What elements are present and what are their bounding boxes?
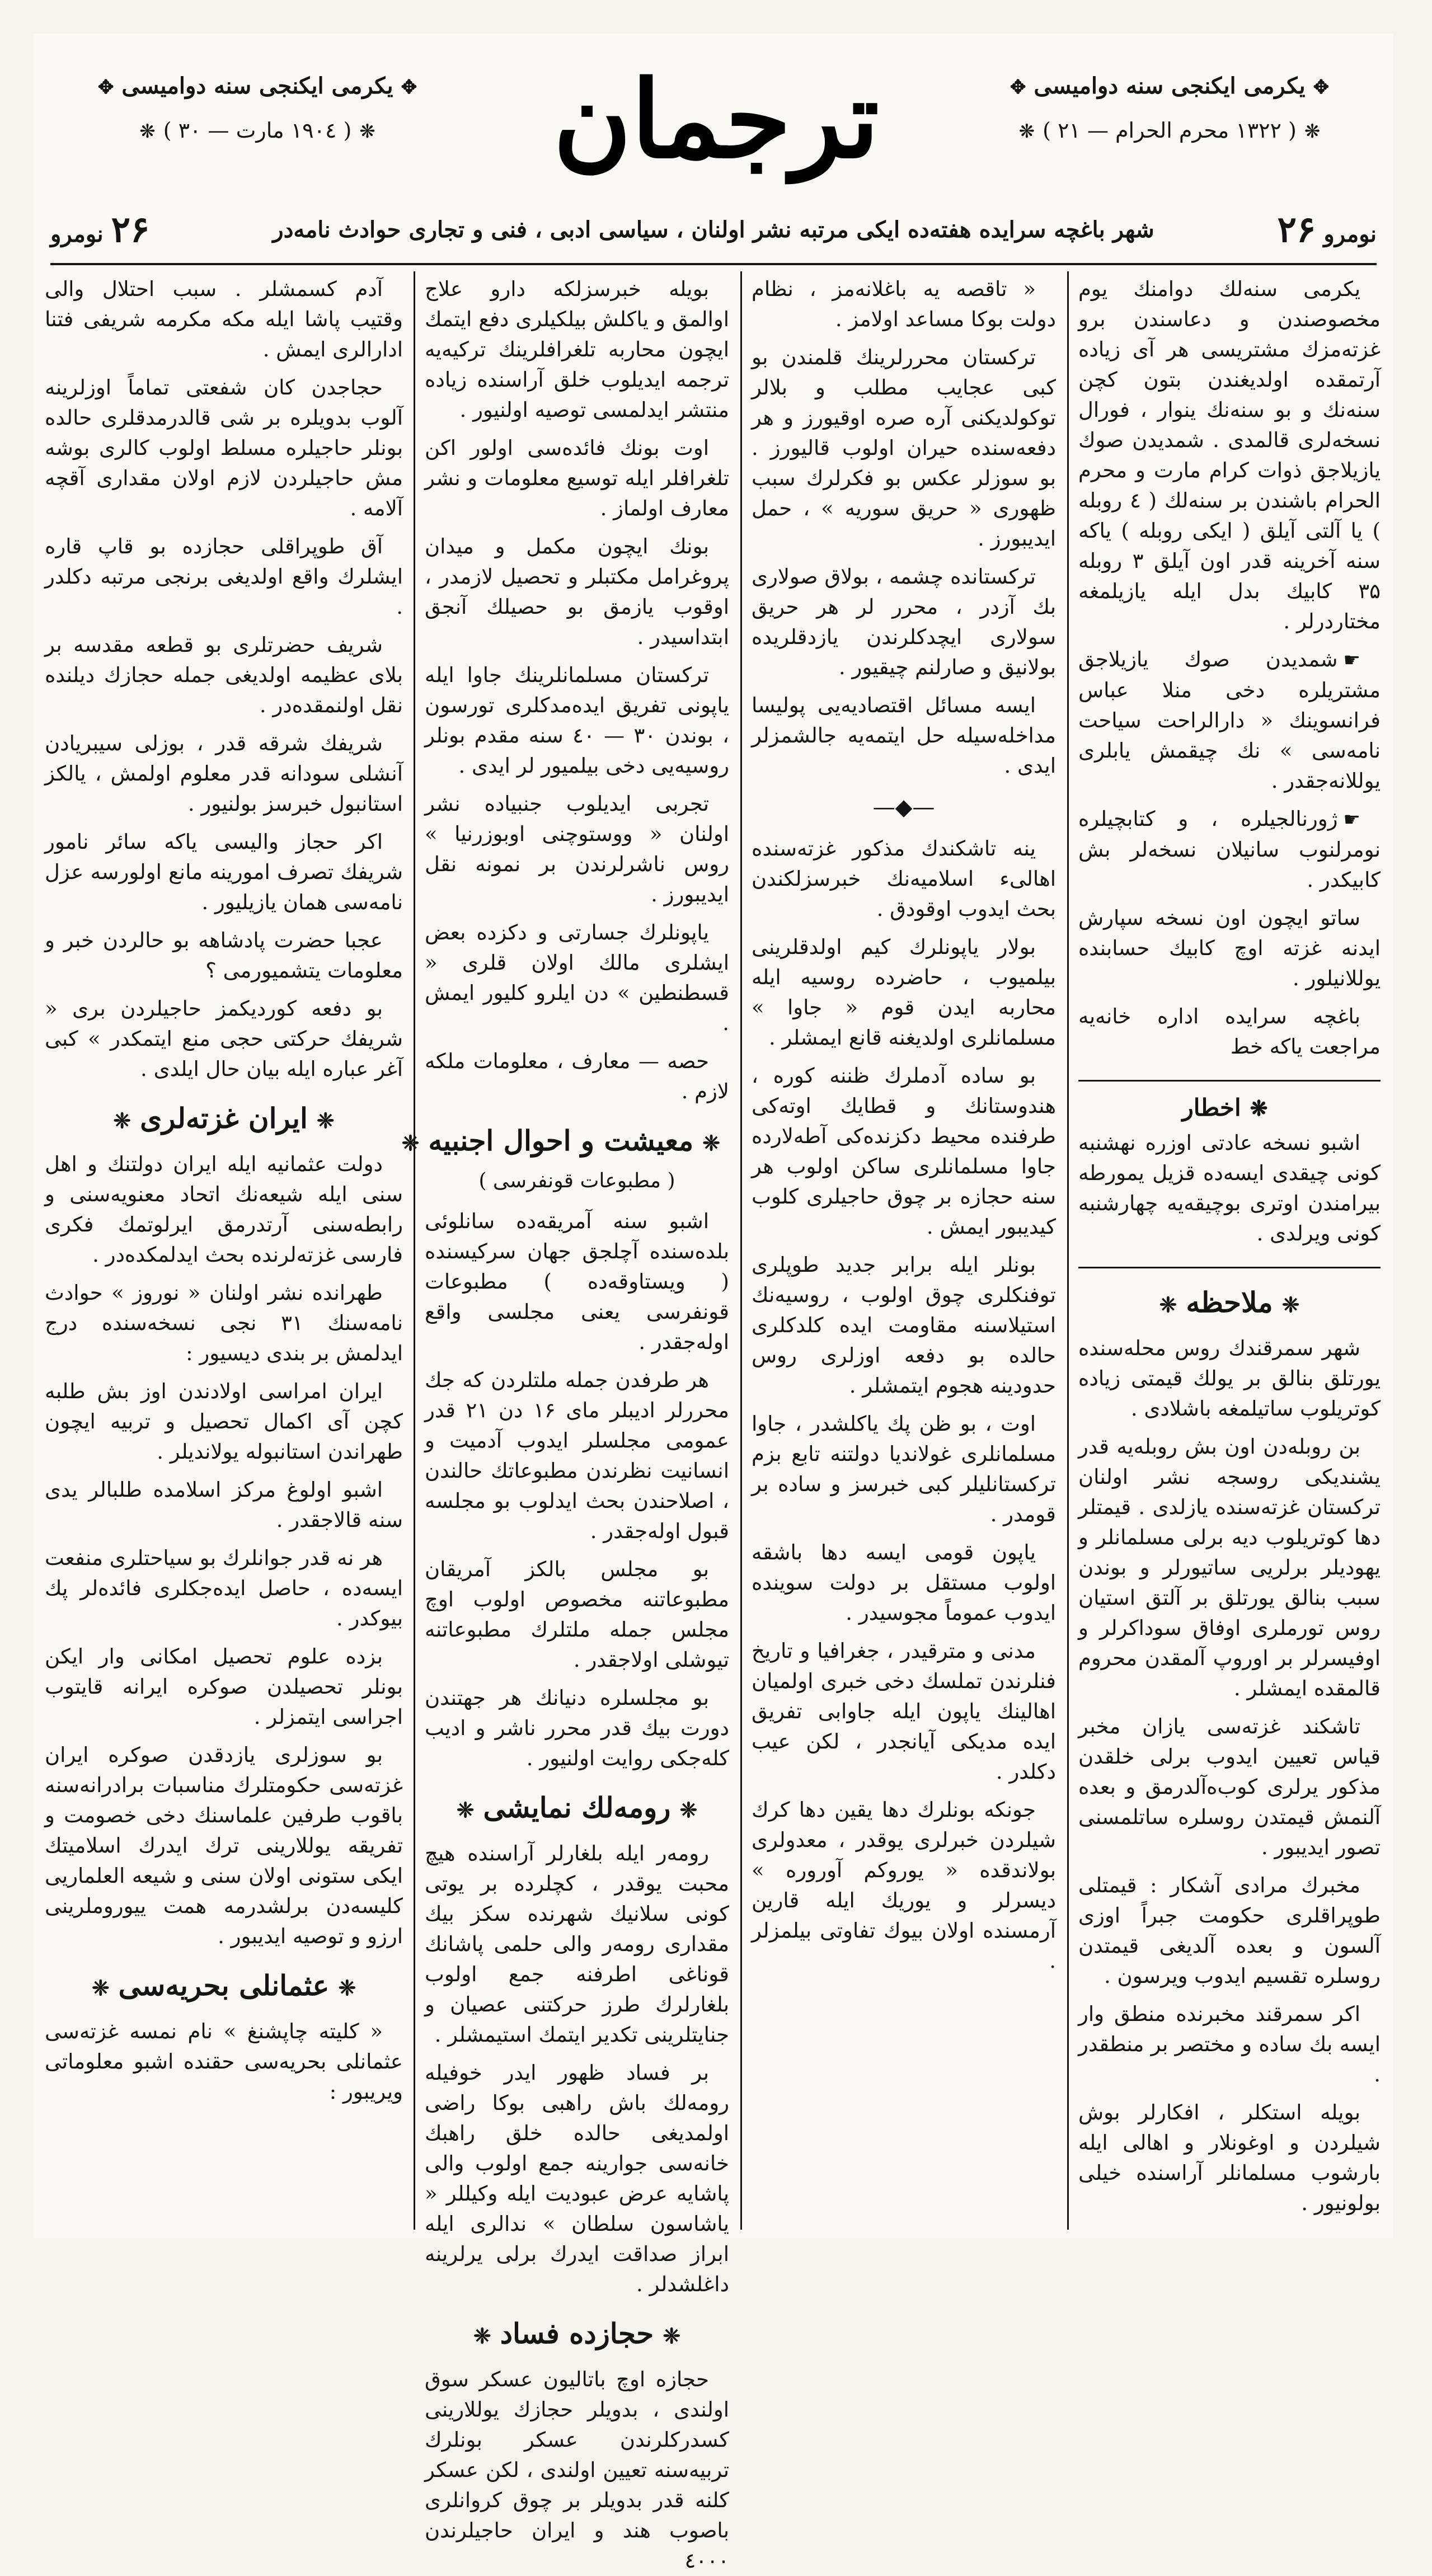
column-divider [1067, 271, 1069, 2230]
article-paragraph: جونكه بونلرك دها یقین دها كرك شیلردن خبرلری یوقدر ، معدولری بولاندقده « یوروكم آوروره » دیسرلر و یوریك ایله قارین آرمسنده اولان بیوك تفاوتی بیلمزلر . [752, 1798, 1056, 1973]
ornament-icon: ❈ [401, 1130, 420, 1155]
column-divider [414, 271, 415, 2230]
ornament-icon: ✥ [1313, 76, 1330, 98]
article-paragraph: مدنی و مترقیدر ، جغرافیا و تاریخ فنلرندن تملسك دخی خبری اولمیان اهالینك یاپون ایله جاوابی تفریق ایده مدیكی آیانجدر ، لكن عیب دكلدر . [752, 1639, 1056, 1784]
ornament-icon: ❈ [1281, 1292, 1300, 1317]
article-paragraph: ایران امراسی اولادندن اوز بش طلبه كچن آی اكمال تحصیل و تربیه ایچون طهراندن استانبوله یولاندیلر . [45, 1379, 403, 1464]
article-paragraph: تركستانده چشمه ، بولاق صولاری بك آزدر ، محرر لر هر حریق سولاری ایچدكلرندن یازدقلریده بولانیق و صارلنم چیقیور . [752, 565, 1056, 679]
ornament-icon: ❋ [1018, 120, 1035, 143]
ornament-icon: ✥ [1010, 76, 1026, 98]
column-divider [740, 271, 742, 2230]
article-paragraph: بزده علوم تحصیل امكانی وار ایكن بونلر تحصیلدن صوكره ایرانه قایتوب اجراسی ایتمزلر . [45, 1644, 403, 1729]
section-divider: —◆— [872, 795, 935, 820]
ornament-icon: ✥ [97, 76, 114, 98]
notice-title: اخطار [1182, 1094, 1241, 1121]
ornament-icon: ❈ [113, 1108, 132, 1133]
section-subtitle: ( مطبوعات قونفرسی ) [478, 1169, 675, 1192]
article-paragraph: تركستان محررلرینك قلمندن بو كبی عجایب مطلب و بلالر توكولدیكنی آره صره اوقیورز و هر دفعه‌سنده حیران اولوب قالیورز . بو سوزلر عكس بو فكرلرك سبب ظهوری « حریق سوریه » ، حمل ایدیبورز . [752, 345, 1056, 551]
column-4 [45, 274, 403, 2227]
rumi-date: ( ۱۹۰٤ مارت — ۳۰ ) [163, 118, 352, 143]
subscription-text: باغچه سرایده اداره خانه‌یه مراجعت یاكه خط [1078, 1004, 1381, 1059]
article-paragraph: بو مجلسلره دنیانك هر جهتندن دورت بیك قدر محرر ناشر و ادیب كله‌جكی روایت اولنیور . [425, 1686, 729, 1770]
article-paragraph: اوت بونك فائده‌سی اولور اكن تلغرافلر ایله توسیع معلومات و نشر معارف اولماز . [425, 436, 729, 520]
newspaper-description: شهر باغچه سرایده هفته‌ده ایكی مرتبه نشر اولنان ، سیاسی ادبی ، فنی و تجاری حوادث نامه‌در [273, 216, 1154, 243]
year-of-publication-left: یكرمی ایكنجی سنه دوامیسی [121, 73, 393, 99]
article-paragraph: ایسه مسائل اقتصادیه‌یی پولیسا مداخله‌سیله حل ایتمه‌یه جالشمزلر ایدی . [752, 693, 1056, 778]
article-paragraph: دولت عثمانیه ایله ایران دولتنك و اهل سنی ایله شیعه‌نك اتحاد معنویه‌سنی و رابطه‌سنی آرتدرمق ایرلوتمك فكری فارسی غزته‌لرنده بحث ایدلمكده‌در . [45, 1152, 403, 1267]
article-paragraph: بو سوزلری یازدقدن صوكره ایران غزته‌سی حكومتلرك مناسبات برادرانه‌سنه باقوب طرفین علماسنك دخی خصومت و تفریقه یوللارینی ترك ایدرك اسلامیتك ایكی ستونی اولان سنی و شیعه العلماریی كلیسه‌دن برلشدرمه همت ییوروملرینی ارزو و توصیه ایدیبور . [45, 1743, 403, 1948]
article-paragraph: بولار یاپونلرك كیم اولدقلرینی بیلمیوب ، حاضرده روسیه ایله محاربه ایدن قوم « جاوا » مسلمانلری اولدیغنه قانع ایمشلر . [752, 935, 1056, 1050]
article-paragraph: آق طوپراقلی حجازده بو قاپ قاره ایشلرك واقع اولدیغی برنجی مرتبه دكلدر . [45, 534, 403, 619]
column-3 [401, 274, 729, 2573]
masthead-left-info [56, 73, 459, 143]
ornament-icon: ❋ [1304, 120, 1321, 143]
article-paragraph: اوت ، بو ظن پك یاكلشدر ، جاوا مسلمانلری غولاندیا دولتنه تابع بزم تركستانلیلر كبی خبرسز و ساده بر قومدر . [752, 1412, 1056, 1526]
issue-info-bar [50, 201, 1377, 257]
article-paragraph: اكر حجاز والیسی یاكه سائر نامور شریفك تصرف امورینه مانع اولورسه عزل نامه‌سی همان یازیلیور . [45, 830, 403, 914]
column-2 [752, 274, 1056, 2227]
section-title: ❈معیشت و احوال اجنبیه❈ [401, 1124, 720, 1157]
section-title: ❈ملاحظه❈ [1159, 1286, 1300, 1319]
masthead [34, 34, 1393, 269]
article-paragraph: یاپونلرك جسارتی و دكزده بعض ایشلری مالك اولان قلری « قسطنطین » دن ایلرو كلیور ایمش . [425, 920, 729, 1035]
article-paragraph: حصه — معارف ، معلومات ملكه لازم . [425, 1049, 729, 1103]
subscription-notice [1078, 274, 1381, 1082]
ornament-icon: ❈ [473, 2323, 491, 2348]
ornament-icon: ❋ [139, 120, 156, 143]
subscription-text: ساتو ایچون اون نسخه سپارش ایدنه غزته اوچ كابیك حسابنده یوللانیلور . [1078, 906, 1381, 990]
column-1 [1078, 274, 1381, 2227]
article-paragraph: « تاقصه یه باغلانه‌مز ، نظام دولت بوكا مساعد اولامز . [752, 277, 1056, 331]
article-paragraph: بو مجلس بالكز آمریقان مطبوعاتنه مخصوص اولوب اوچ مجلس جمله ملتلرك مطبوعاتنه تیوشلی اولاجقدر . [425, 1557, 729, 1672]
article-paragraph: مخبرك مرادی آشكار : قیمتلی طوپراقلری حكومت جبراً اوزی آلسون و بعده آلدیغی قیمتدن روسلره تقسیم ایدوب ویرسون . [1078, 1873, 1381, 1988]
subscription-text: یكرمی سنه‌لك دوامنك یوم مخصوصندن و دعاسندن برو غزته‌مزك مشتریسی هر آی زیاده آرتمقده اولدیغندن بتون كچن سنه‌نك و بو سنه‌نك ینوار ، فورال نسخه‌لری قالمدی . شمدیدن صوك یازیلاجق ذوات كرام مارت و محرم الحرام باشندن بر سنه‌لك ( ٤ روبله ) یا آلتی آیلق ( ایكی روبله ) یاكه سنه آخرینه قدر اون آیلق ۳ روبله ۳۵ كابیك بدل ایله یازیلمغه مختاردرلر . [1078, 277, 1381, 633]
year-of-publication-right: یكرمی ایكنجی سنه دوامیسی [1034, 73, 1306, 99]
article-paragraph: بو دفعه كوردیكمز حاجیلردن بری « شریفك حركتی حجی منع ایتمكدر » كبی آغر عباره ایله بیان حال ایلدی . [45, 996, 403, 1081]
hijri-date: ( ۱۳۲۲ محرم الحرام — ۲۱ ) [1043, 118, 1297, 143]
ornament-icon: ❋ [1250, 1096, 1268, 1121]
article-paragraph: رومه‌ر ایله بلغارلر آراسنده هیچ محبت یوقدر ، كچلرده بر یوتی كونی سلانیك شهرنده سكز بیك مقداری رومه‌ر والی حلمی پاشانك قوناغی اطرفنه جمع اولوب بلغارلرك طرز حركتنی عصیان و جنایتلرینی تكدیر ایتمك استیمشلر . [425, 1841, 729, 2047]
notice-text: اشبو نسخه عادتی اوزره نهشنبه كونی چیقدی ایسه‌ده قزیل یمورطه بیرامندن اوتری بوچیقه‌یه چهارشنبه كونی ویرلدی . [1078, 1131, 1381, 1245]
newspaper-title: ترجمان [553, 57, 880, 182]
ornament-icon: ❈ [456, 1797, 475, 1822]
notice-box [1078, 1093, 1381, 1268]
masthead-right-info [968, 73, 1371, 143]
pointing-hand-icon: ☛ [1343, 808, 1360, 831]
ornament-icon: ❈ [702, 1130, 720, 1155]
article-paragraph: بویله استكلر ، افكارلر بوش شیلردن و اوغونلار و اهالی ایله بارشوب مسلمانلر آراسنده خیلی بولونیور . [1078, 2100, 1381, 2215]
newspaper-title-logo [548, 39, 884, 207]
ornament-icon: ❈ [338, 1975, 356, 2000]
section-title: ❈حجازده فساد❈ [473, 2317, 681, 2350]
ornament-icon: ❈ [91, 1975, 110, 2000]
subscription-text: شمدیدن صوك یازیلاجق مشتریلره دخی منلا عباس فرانسوینك « دارالراحت سیاحت نامه‌سی » نك چیقمش یابلری یوللانه‌جقدر . [1078, 647, 1381, 793]
article-paragraph: آدم كسمشلر . سبب احتلال والی وقتیب پاشا ایله مكه مكرمه شریفی فتنا ادارالری ایمش . [45, 277, 403, 361]
article-paragraph: اشبو سنه آمریقه‌ده سانلوئی بلده‌سنده آچلجق جهان سركیسنده ( ویستاوقه‌ده ) مطبوعات قونفرسی یعنی مجلسی واقع اوله‌جقدر . [425, 1209, 729, 1354]
article-paragraph: هر طرفدن جمله ملتلردن كه جك محررلر ادیبلر مای ۱۶ دن ۲۱ قدر عمومی مجلسلر ایدوب آدمیت و انسانیت نظرندن مطبوعاتك حالندن ، اصلاحندن بحث ایدلوب بو مجلسه قبول اوله‌جقدر . [425, 1368, 729, 1543]
article-paragraph: شریفك شرقه قدر ، بوزلی سیبریادن آنشلی سودانه قدر معلوم اولمش ، یالكز استانبول خبرسز بولنیور . [45, 731, 403, 816]
article-paragraph: عجبا حضرت پادشاهه بو حالردن خبر و معلومات یتشمیورمی ؟ [45, 928, 403, 983]
section-title: ❈ایران غزته‌لری❈ [113, 1102, 335, 1135]
article-paragraph: حجازه اوچ باتالیون عسكر سوق اولندی ، بدویلر حجازك یوللارینی كسدركلرندن عسكر بونلرك تربیه‌سنه تعیین اولندی ، لكن عسكر كلنه قدر بدویلر بر چوق كروانلری باصوب هند و ایران حاجیلرندن ٤۰۰۰ [425, 2367, 729, 2573]
ornament-icon: ❈ [316, 1108, 335, 1133]
section-title: ❈عثمانلی بحریه‌سی❈ [91, 1969, 356, 2002]
article-paragraph: شهر سمرقندك روس محله‌سنده یورتلق بنالق بر یولك قیمتی زیاده كوتریلوب ساتیلمغه باشلادی . [1078, 1336, 1381, 1421]
article-paragraph: بو ساده آدملرك ظننه كوره ، هندوستانك و قطایك اوته‌كی طرفنده محیط دكزنده‌كی آطه‌لارده جاوا مسلمانلری ساكن اولوب هر سنه حجازه بر چوق حاجیلری كلوب كیدیبور ایمش . [752, 1064, 1056, 1239]
pointing-hand-icon: ☛ [1343, 649, 1360, 671]
issue-label-right: نومرو [1323, 220, 1377, 247]
article-paragraph: طهرانده نشر اولنان « نوروز » حوادث نامه‌سنك ۳۱ نجی نسخه‌سنده درج ایدلمش بر بندی دیسیور : [45, 1281, 403, 1365]
article-paragraph: تجربی ایدیلوب جنبیاده نشر اولنان « ووستوچنی اوبوزرنیا » روس ناشرلرندن بر نمونه نقل ایدیبورز . [425, 792, 729, 906]
article-paragraph: بویله خبرسزلكه دارو علاج اوالمق و یاكلش بیلكیلری دفع ایتمك ایچون محاربه تلغرافلرینك تركیه‌یه ترجمه ایدیلوب خلق آراسنده زیاده منتشر ایدلمسی توصیه اولنیور . [425, 277, 729, 422]
ornament-icon: ✥ [401, 76, 417, 98]
article-paragraph: حجاجدن كان شفعتی تماماً اوزلرینه آلوب بدویلره بر شی قالدرمدقلری حالده بونلر حاجیلره مسلط اولوب كالری بوشه مش حاجیلردن لازم اولان مقداری آقچه آلامه . [45, 375, 403, 520]
ornament-icon: ❈ [679, 1797, 698, 1822]
article-paragraph: تاشكند غزته‌سی یازان مخبر قیاس تعیین ایدوب برلی خلقدن مذكور یرلری كوب‌ه‌آلدرمق و بعده آلنمش قیمتدن روسلره ساتلمسنی تصور ایدیبور . [1078, 1714, 1381, 1859]
ornament-icon: ❈ [1159, 1292, 1177, 1317]
subscription-text: ژورنالجیلره ، و كتابچیلره نومرلنوب سانیلان نسخه‌لر بش كابیكدر . [1078, 807, 1381, 892]
article-paragraph: بر فساد ظهور ایدر خوفیله رومه‌لك باش راهبی بوكا راضی اولمدیغی حالده خلق راهبك خانه‌سی جوارینه جمع اولوب والی پاشایه عرض عبودیت ایله وكیللر « یاشاسون سلطان » ندالری ایله ابراز صداقت ایدرك برلی یرلرینه داغلشدلر . [425, 2061, 729, 2296]
article-paragraph: شریف حضرتلری بو قطعه مقدسه بر بلای عظیمه اولدیغی جمله حجازك دیلنده نقل اولنمقده‌در . [45, 633, 403, 717]
article-paragraph: اشبو اولوغ مركز اسلامده طلبالر یدی سنه قالاجقدر . [45, 1478, 403, 1532]
ornament-icon: ❈ [663, 2323, 681, 2348]
article-paragraph: یاپون قومی ایسه دها باشقه اولوب مستقل بر دولت سوینده ایدوب عموماً مجوسیدر . [752, 1540, 1056, 1625]
section-title: ❈رومه‌لك نمایشی❈ [456, 1791, 698, 1824]
issue-label-left: نومرو [50, 220, 104, 247]
issue-number-right: ۲۶ [1277, 208, 1316, 251]
article-paragraph: « كلیته چاپشنغ » نام نمسه غزته‌سی عثمانلی بحریه‌سی حقنده اشبو معلوماتی ویریبور : [45, 2019, 403, 2104]
issue-number-left: ۲۶ [111, 208, 150, 251]
masthead-rule [50, 263, 1377, 265]
article-paragraph: بونلر ایله برابر جدید طوپلری توفنكلری چوق اولوب ، روسیه‌نك استیلاسنه مقاومت ایده كلدكلری حالده بو دفعه اوزلری روس حدودینه هجوم ایتمشلر . [752, 1253, 1056, 1398]
article-paragraph: ینه تاشكندك مذكور غزته‌سنده اهالیء اسلامیه‌نك خبرسزلكندن بحث ایدوب اوقودق . [752, 836, 1056, 921]
article-paragraph: اكر سمرقند مخبرنده منطق وار ایسه بك ساده و مختصر بر منطقدر . [1078, 2002, 1381, 2086]
article-paragraph: هر نه قدر جوانلرك بو سیاحتلری منفعت ایسه‌ده ، حاصل ایده‌جكلری فائده‌لر پك بیوكدر . [45, 1546, 403, 1630]
article-paragraph: بونك ایچون مكمل و میدان پروغرامل مكتبلر و تحصیل لازمدر ، اوقوب یازمق بو حصیلك آنجق ابتداسیدر . [425, 534, 729, 649]
article-paragraph: بن روبله‌دن اون بش روبله‌یه قدر یشندیكی روسجه نشر اولنان تركستان غزته‌سنده یازلدی . قیمتلر دها كوتریلوب دیه برلی مسلمانلر و یهودیلر برلریی ساتیورلر و بوندن سبب بنالق یورتلق بر آلتق استیان روس تورملری اوفاق سوداكرلر و اوفیسرلر بر اوروپ آلمقدن محروم قالمقده ایمشلر . [1078, 1435, 1381, 1700]
article-paragraph: تركستان مسلمانلرینك جاوا ایله یاپونی تفریق ایده‌مدكلری تورسون ، بوندن ۳۰ — ٤۰ سنه مقدم بونلر روسیه‌یی دخی بیلمیور لر ایدی . [425, 663, 729, 778]
ornament-icon: ❋ [359, 120, 375, 143]
newspaper-page [34, 34, 1393, 2573]
